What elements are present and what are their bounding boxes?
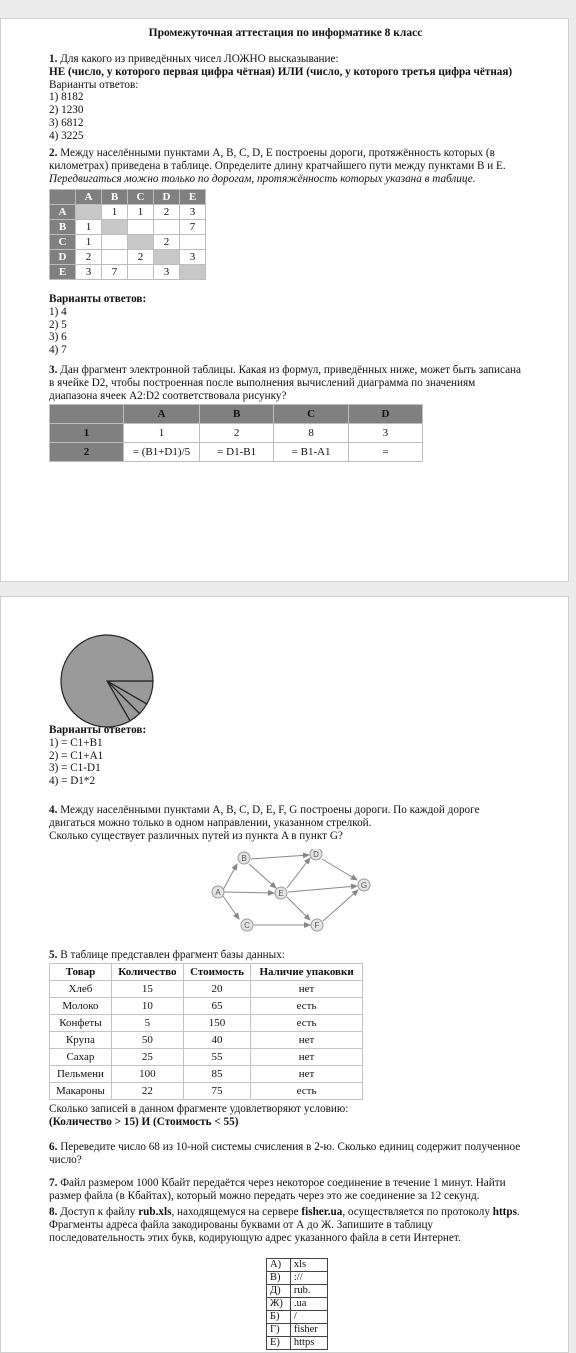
q3-text-line2: в ячейке D2, чтобы построенная после выполнения вычислений диаграмма по значениям <box>49 376 476 389</box>
table-cell: Хлеб <box>50 981 112 998</box>
table-cell: 1 <box>102 205 128 220</box>
q1-option: 3) 6812 <box>49 116 84 129</box>
table-cell: 3 <box>154 265 180 280</box>
table-cell: B <box>50 220 76 235</box>
table-cell: C <box>274 405 348 424</box>
edge-f-g <box>323 890 358 921</box>
table-cell: 22 <box>111 1083 183 1100</box>
fragment-letter: Г) <box>267 1324 291 1337</box>
q2-number: 2. <box>49 147 58 159</box>
question-6 <box>49 1141 549 1167</box>
q1-number: 1. <box>49 53 58 65</box>
table-row <box>267 1259 328 1272</box>
table-cell: 2 <box>154 235 180 250</box>
table-cell: 1 <box>50 424 124 443</box>
table-cell: 40 <box>183 1032 250 1049</box>
graph-node-label: G <box>360 881 368 890</box>
table-cell: нет <box>251 1066 363 1083</box>
table-cell: 1 <box>76 220 102 235</box>
graph-node-label: F <box>314 921 320 930</box>
table-cell: 85 <box>183 1066 250 1083</box>
graph-node-label: D <box>313 850 319 859</box>
q5-text: В таблице представлен фрагмент базы данных: <box>60 949 285 961</box>
distance-table <box>49 189 206 280</box>
table-cell: Крупа <box>50 1032 112 1049</box>
q8-protocol: https <box>492 1206 517 1218</box>
table-cell: Сахар <box>50 1049 112 1066</box>
fragment-text: fisher <box>290 1324 327 1337</box>
document-page-2 <box>0 596 569 1353</box>
table-row <box>50 1049 363 1066</box>
table-cell: 65 <box>183 998 250 1015</box>
q3-number: 3. <box>49 364 58 376</box>
table-header-cell: Количество <box>111 964 183 981</box>
table-cell: 20 <box>183 981 250 998</box>
q2-answers-label: Варианты ответов: <box>49 293 147 305</box>
fragment-letter: Д) <box>267 1285 291 1298</box>
q1-option: 1) 8182 <box>49 91 84 104</box>
table-cell: 2 <box>128 250 154 265</box>
table-cell: 15 <box>111 981 183 998</box>
table-cell: B <box>102 190 128 205</box>
table-cell: A <box>76 190 102 205</box>
q6-number: 6. <box>49 1141 58 1153</box>
table-cell: = <box>348 443 422 462</box>
q1-option: 4) 3225 <box>49 129 84 142</box>
fragment-letter: Б) <box>267 1311 291 1324</box>
table-cell: 3 <box>180 205 206 220</box>
edge-e-f <box>287 897 310 920</box>
table-cell: 100 <box>111 1066 183 1083</box>
table-cell: 1 <box>128 205 154 220</box>
q8-text: , осуществляется по протоколу <box>342 1206 493 1218</box>
q7-text-line1: Файл размером 1000 Кбайт передаётся через некоторое соединение в течение 1 минут. Найти <box>60 1177 506 1189</box>
spreadsheet-table <box>49 404 423 462</box>
q8-text: , находящемуся на сервере <box>171 1206 302 1218</box>
table-cell: 5 <box>111 1015 183 1032</box>
q2-text-line2: километрах) приведена в таблице. Определите длину кратчайшего пути между пунктами B и E. <box>49 159 506 172</box>
table-cell: E <box>50 265 76 280</box>
table-cell <box>50 405 124 424</box>
q2-note: Передвигаться можно только по дорогам, протяжённость которых указана в таблице. <box>49 172 476 185</box>
q6-text-line1: Переведите число 68 из 10-ной системы счисления в 2-ю. Сколько единиц содержит полученное <box>60 1141 521 1153</box>
table-cell <box>154 220 180 235</box>
q8-text-line2: Фрагменты адреса файла закодированы буквами от А до Ж. Запишите в таблицу <box>49 1218 434 1231</box>
table-row <box>50 250 206 265</box>
q3-answers-label: Варианты ответов: <box>49 724 147 736</box>
table-cell: = D1-B1 <box>199 443 274 462</box>
table-cell: 50 <box>111 1032 183 1049</box>
edge-a-b <box>223 864 237 890</box>
fragment-text: :// <box>290 1272 327 1285</box>
table-header-row <box>50 190 206 205</box>
table-cell: Молоко <box>50 998 112 1015</box>
url-fragments-table <box>266 1258 328 1350</box>
question-5 <box>49 949 549 962</box>
table-cell <box>180 235 206 250</box>
table-cell: 2 <box>154 205 180 220</box>
table-cell: E <box>180 190 206 205</box>
table-cell: D <box>154 190 180 205</box>
table-cell: 7 <box>102 265 128 280</box>
question-1 <box>49 53 549 143</box>
table-cell <box>50 190 76 205</box>
table-row <box>50 443 423 462</box>
table-cell: 3 <box>348 424 422 443</box>
q1-answers-label: Варианты ответов: <box>49 78 139 91</box>
table-row <box>50 235 206 250</box>
q8-number: 8. <box>49 1206 58 1218</box>
q7-text-line2: размер файла (в Кбайтах), который можно передать через это же соединение за 12 секунд. <box>49 1189 480 1202</box>
graph-node-label: C <box>244 921 250 930</box>
table-cell: D <box>50 250 76 265</box>
q3-option: 4) = D1*2 <box>49 775 96 788</box>
table-row <box>50 424 423 443</box>
q4-text-line3: Сколько существует различных путей из пункта A в пункт G? <box>49 829 343 842</box>
page-title: Промежуточная аттестация по информатике 8 класс <box>148 27 423 39</box>
table-cell: нет <box>251 981 363 998</box>
table-row <box>50 265 206 280</box>
q4-text-line1: Между населёнными пунктами A, B, C, D, E, F, G построены дороги. По каждой дороге <box>60 804 480 816</box>
q3-text-line1: Дан фрагмент электронной таблицы. Какая из формул, приведённых ниже, может быть записана <box>60 364 522 376</box>
table-cell: 2 <box>199 424 274 443</box>
q3-text-line3: диапазона ячеек A2:D2 соответствовала рисунку? <box>49 389 287 402</box>
table-row <box>267 1272 328 1285</box>
table-row <box>267 1311 328 1324</box>
table-header-cell: Стоимость <box>183 964 250 981</box>
table-cell: Макароны <box>50 1083 112 1100</box>
q3-option: 1) = C1+B1 <box>49 736 103 749</box>
table-row <box>50 1083 363 1100</box>
fragment-letter: Ж) <box>267 1298 291 1311</box>
table-cell: 150 <box>183 1015 250 1032</box>
pie-chart <box>57 631 157 731</box>
fragment-text: / <box>290 1311 327 1324</box>
graph-node-label: E <box>278 889 284 898</box>
table-cell: 2 <box>76 250 102 265</box>
table-cell: D <box>348 405 422 424</box>
table-row <box>267 1337 328 1350</box>
q2-text-line1: Между населёнными пунктами A, B, C, D, E построены дороги, протяжённость которых (в <box>60 147 495 159</box>
table-cell: 25 <box>111 1049 183 1066</box>
table-row <box>267 1298 328 1311</box>
edge-b-e <box>249 864 276 888</box>
question-4 <box>49 804 549 842</box>
q1-text: Для какого из приведённых чисел ЛОЖНО высказывание: <box>60 53 339 65</box>
table-cell <box>180 265 206 280</box>
graph-node-label: A <box>215 888 221 897</box>
table-cell: есть <box>251 1083 363 1100</box>
graph-edges <box>223 855 358 925</box>
table-cell <box>102 250 128 265</box>
q8-text-line3: последовательность этих букв, кодирующую адрес указанного файла в сети Интернет. <box>49 1231 461 1244</box>
table-cell: C <box>50 235 76 250</box>
table-header-row <box>50 964 363 981</box>
table-row <box>50 998 363 1015</box>
edge-a-e <box>224 892 274 893</box>
q2-option: 1) 4 <box>49 305 67 318</box>
q7-number: 7. <box>49 1177 58 1189</box>
table-cell <box>102 220 128 235</box>
table-row <box>267 1285 328 1298</box>
table-header-row <box>50 405 423 424</box>
graph-node-label: B <box>241 854 247 863</box>
table-cell: 1 <box>124 424 200 443</box>
fragment-text: rub. <box>290 1285 327 1298</box>
table-cell: B <box>199 405 274 424</box>
table-cell: нет <box>251 1049 363 1066</box>
table-row <box>50 220 206 235</box>
q2-option: 4) 7 <box>49 344 67 357</box>
table-cell <box>154 250 180 265</box>
table-cell: 8 <box>274 424 348 443</box>
q4-text-line2: двигаться можно только в одном направлении, указанном стрелкой. <box>49 816 372 829</box>
table-cell: нет <box>251 1032 363 1049</box>
q8-filename: rub.xls <box>138 1206 172 1218</box>
q5-number: 5. <box>49 949 58 961</box>
q2-option: 2) 5 <box>49 318 67 331</box>
table-row <box>267 1324 328 1337</box>
q6-text-line2: число? <box>49 1153 82 1166</box>
table-cell: 3 <box>76 265 102 280</box>
table-cell: 1 <box>76 235 102 250</box>
table-cell: 7 <box>180 220 206 235</box>
table-row <box>50 981 363 998</box>
q5-condition: (Количество > 15) И (Стоимость < 55) <box>49 1115 239 1128</box>
table-cell: 55 <box>183 1049 250 1066</box>
table-cell: есть <box>251 1015 363 1032</box>
q3-option: 3) = C1-D1 <box>49 762 101 775</box>
q5-question <box>49 1103 549 1129</box>
table-cell: 2 <box>50 443 124 462</box>
fragment-letter: Е) <box>267 1337 291 1350</box>
table-row <box>50 1015 363 1032</box>
question-7 <box>49 1177 549 1203</box>
q1-option: 2) 1230 <box>49 104 84 117</box>
q5-after-text: Сколько записей в данном фрагменте удовлетворяют условию: <box>49 1103 349 1115</box>
table-cell <box>128 235 154 250</box>
table-cell: есть <box>251 998 363 1015</box>
q8-text: . <box>516 1206 520 1218</box>
edge-e-d <box>287 858 310 888</box>
road-graph <box>206 849 376 941</box>
table-cell: Конфеты <box>50 1015 112 1032</box>
edge-d-g <box>322 859 357 880</box>
edge-a-c <box>223 896 239 919</box>
table-cell: 75 <box>183 1083 250 1100</box>
question-3 <box>49 364 549 402</box>
table-cell <box>128 265 154 280</box>
table-cell: 10 <box>111 998 183 1015</box>
q1-expression: НЕ (число, у которого первая цифра чётная) ИЛИ (число, у которого третья цифра чётная) <box>49 65 513 78</box>
database-table <box>49 963 363 1100</box>
q2-answers <box>49 293 549 357</box>
table-header-cell: Товар <box>50 964 112 981</box>
table-cell: A <box>50 205 76 220</box>
table-cell: C <box>128 190 154 205</box>
table-cell: = (B1+D1)/5 <box>124 443 200 462</box>
q3-option: 2) = C1+A1 <box>49 749 104 762</box>
fragment-text: https <box>290 1337 327 1350</box>
table-row <box>50 1066 363 1083</box>
table-row <box>50 1032 363 1049</box>
question-2 <box>49 147 549 185</box>
table-cell: A <box>124 405 200 424</box>
table-cell: = B1-A1 <box>274 443 348 462</box>
fragment-text: .ua <box>290 1298 327 1311</box>
table-header-cell: Наличие упаковки <box>251 964 363 981</box>
fragment-text: xls <box>290 1259 327 1272</box>
table-cell <box>102 235 128 250</box>
edge-b-d <box>251 855 309 859</box>
table-cell <box>76 205 102 220</box>
document-page-1 <box>0 18 569 582</box>
fragment-letter: А) <box>267 1259 291 1272</box>
table-cell: 3 <box>180 250 206 265</box>
q2-option: 3) 6 <box>49 331 67 344</box>
q8-text: Доступ к файлу <box>60 1206 139 1218</box>
table-cell: Пельмени <box>50 1066 112 1083</box>
table-cell <box>128 220 154 235</box>
table-row <box>50 205 206 220</box>
q4-number: 4. <box>49 804 58 816</box>
question-8 <box>49 1206 549 1244</box>
edge-e-g <box>288 886 357 892</box>
q3-answers <box>49 724 549 788</box>
fragment-letter: В) <box>267 1272 291 1285</box>
q8-server: fisher.ua <box>301 1206 343 1218</box>
